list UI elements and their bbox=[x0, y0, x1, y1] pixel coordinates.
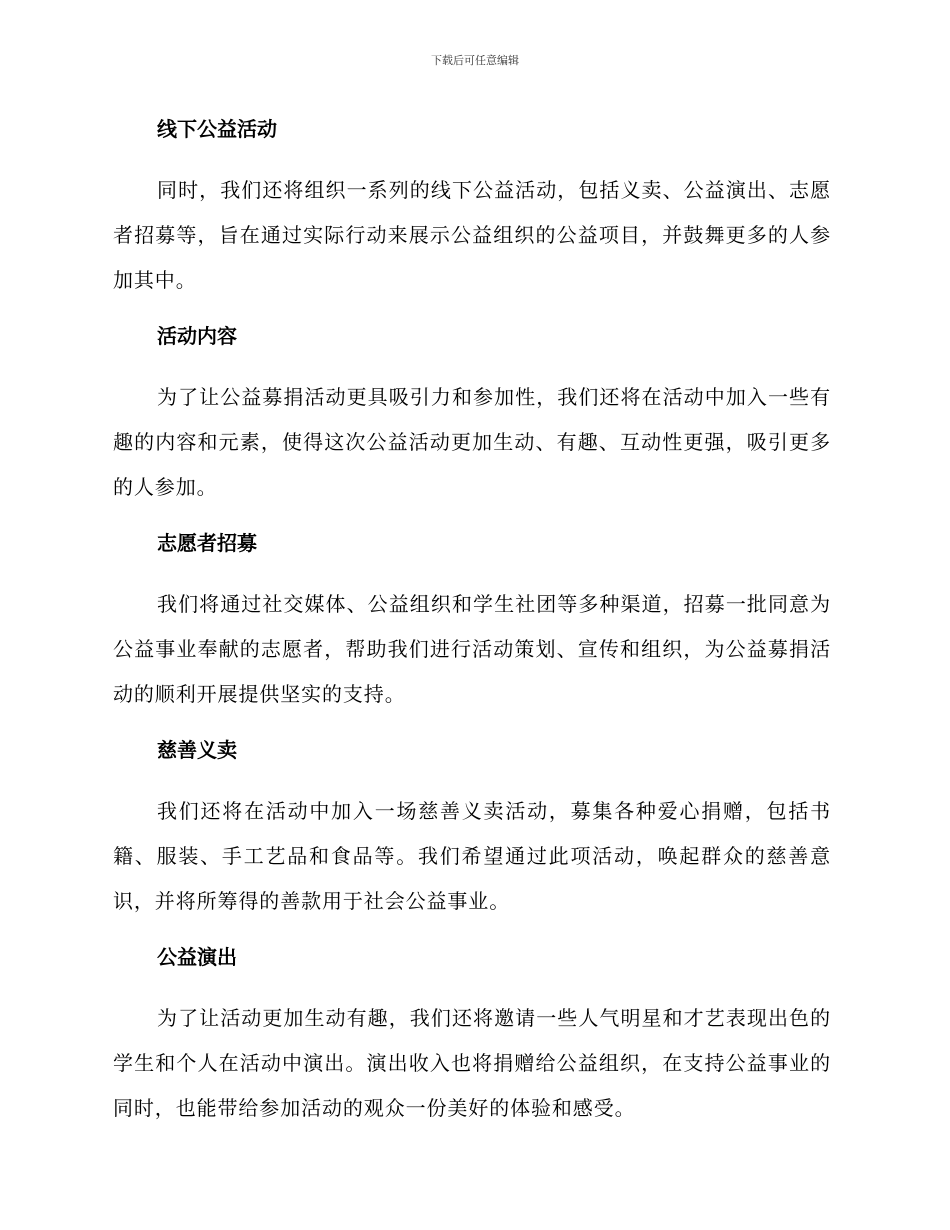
section-paragraph: 同时，我们还将组织一系列的线下公益活动，包括义卖、公益演出、志愿者招募等，旨在通过实际行动来展示公益组织的公益项目，并鼓舞更多的人参加其中。 bbox=[113, 178, 831, 292]
section-offline-activities bbox=[113, 110, 831, 303]
section-volunteer-recruitment bbox=[113, 524, 831, 717]
section-paragraph: 我们将通过社交媒体、公益组织和学生社团等多种渠道，招募一批同意为公益事业奉献的志愿者，帮助我们进行活动策划、宣传和组织，为公益募捐活动的顺利开展提供坚实的支持。 bbox=[113, 592, 831, 706]
section-heading: 线下公益活动 bbox=[157, 117, 277, 141]
section-paragraph: 为了让活动更加生动有趣，我们还将邀请一些人气明星和才艺表现出色的学生和个人在活动中演出。演出收入也将捐赠给公益组织，在支持公益事业的同时，也能带给参加活动的观众一份美好的体验和感受。 bbox=[113, 1006, 831, 1120]
section-charity-sale bbox=[113, 731, 831, 924]
section-heading: 慈善义卖 bbox=[157, 738, 237, 762]
section-charity-performance bbox=[113, 938, 831, 1131]
document-body bbox=[113, 110, 831, 1145]
section-heading: 志愿者招募 bbox=[157, 531, 257, 555]
page-header-note: 下载后可任意编辑 bbox=[431, 54, 519, 67]
section-activity-content bbox=[113, 317, 831, 510]
section-paragraph: 为了让公益募捐活动更具吸引力和参加性，我们还将在活动中加入一些有趣的内容和元素，使得这次公益活动更加生动、有趣、互动性更强，吸引更多的人参加。 bbox=[113, 385, 831, 499]
section-heading: 活动内容 bbox=[157, 324, 237, 348]
section-heading: 公益演出 bbox=[157, 945, 237, 969]
section-paragraph: 我们还将在活动中加入一场慈善义卖活动，募集各种爱心捐赠，包括书籍、服装、手工艺品和食品等。我们希望通过此项活动，唤起群众的慈善意识，并将所筹得的善款用于社会公益事业。 bbox=[113, 799, 831, 913]
